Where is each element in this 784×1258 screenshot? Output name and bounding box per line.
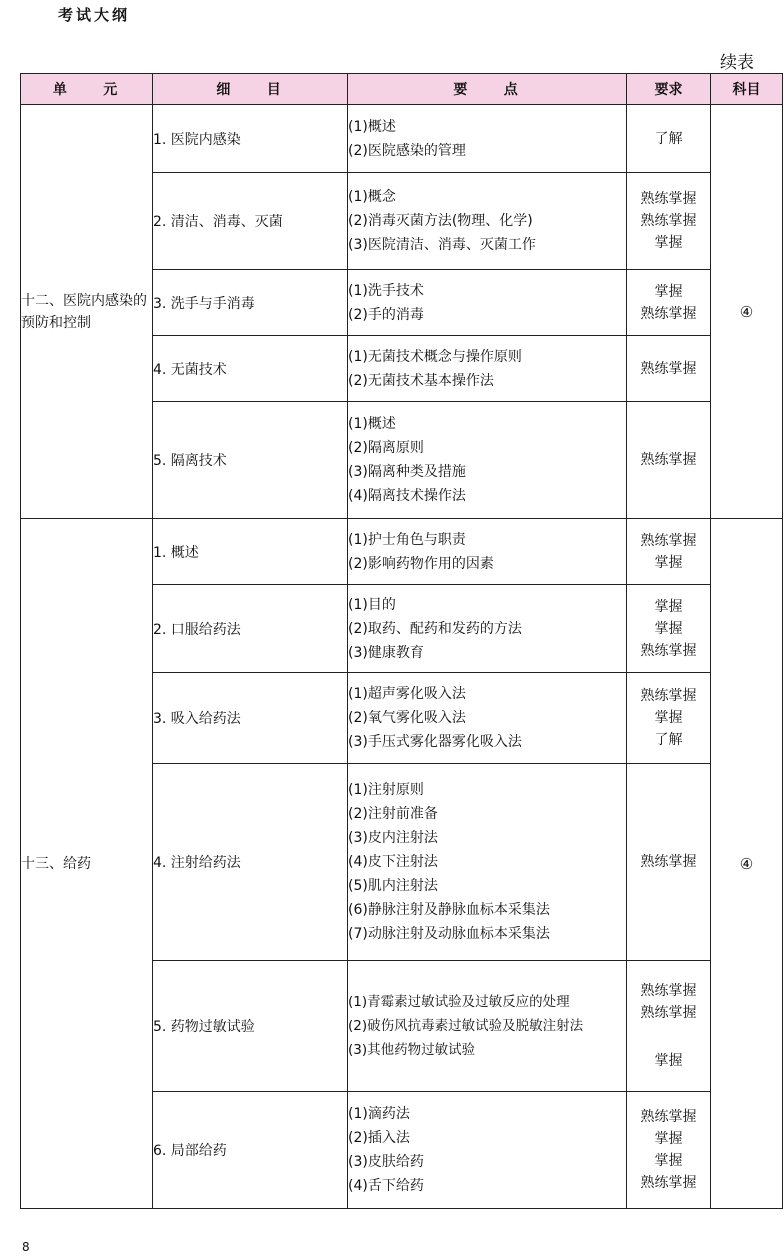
topic-cell: 6. 局部给药 bbox=[153, 1092, 348, 1209]
table-row bbox=[21, 519, 783, 585]
point-item: (2)消毒灭菌方法(物理、化学) bbox=[348, 213, 533, 229]
requirement-item: 熟练掌握 bbox=[640, 360, 697, 377]
point-item: (1)护士角色与职责 bbox=[348, 531, 466, 548]
requirement-cell bbox=[627, 519, 711, 585]
requirement-item: 掌握 bbox=[654, 710, 683, 726]
requirement-item: 掌握 bbox=[654, 554, 683, 571]
points-cell bbox=[348, 585, 627, 673]
topic-cell: 3. 洗手与手消毒 bbox=[153, 270, 348, 336]
column-header-requirement: 要求 bbox=[627, 74, 711, 105]
point-item: (2)破伤风抗毒素过敏试验及脱敏注射法 bbox=[348, 1018, 584, 1034]
point-item: (1)滴药法 bbox=[348, 1106, 410, 1122]
requirement-cell bbox=[627, 585, 711, 673]
point-item: (2)无菌技术基本操作法 bbox=[348, 372, 494, 389]
requirement-cell bbox=[627, 764, 711, 961]
requirement-cell bbox=[627, 105, 711, 173]
point-item: (1)目的 bbox=[348, 596, 396, 613]
requirement-cell bbox=[627, 673, 711, 764]
point-item: (1)超声雾化吸入法 bbox=[348, 686, 466, 702]
topic-cell: 5. 隔离技术 bbox=[153, 402, 348, 519]
point-item: (1)概念 bbox=[348, 189, 396, 205]
requirement-item: 熟练掌握 bbox=[640, 452, 697, 468]
point-item: (1)青霉素过敏试验及过敏反应的处理 bbox=[348, 994, 570, 1010]
points-cell bbox=[348, 961, 627, 1092]
table-row bbox=[21, 105, 783, 173]
point-item: (3)手压式雾化器雾化吸入法 bbox=[348, 734, 522, 750]
requirement-item: 熟练掌握 bbox=[640, 532, 697, 549]
point-item: (2)插入法 bbox=[348, 1130, 410, 1146]
point-item: (2)氧气雾化吸入法 bbox=[348, 710, 466, 726]
topic-cell: 1. 概述 bbox=[153, 519, 348, 585]
points-cell bbox=[348, 173, 627, 270]
requirement-cell bbox=[627, 173, 711, 270]
requirement-item: 掌握 bbox=[654, 235, 683, 251]
syllabus-table bbox=[20, 73, 783, 1209]
point-item: (2)隔离原则 bbox=[348, 440, 424, 456]
points-cell bbox=[348, 1092, 627, 1209]
point-item: (7)动脉注射及动脉血标本采集法 bbox=[348, 926, 550, 942]
table-header-row bbox=[21, 74, 783, 105]
points-cell bbox=[348, 270, 627, 336]
column-header-unit: 单 元 bbox=[21, 74, 153, 105]
point-item: (5)肌内注射法 bbox=[348, 878, 438, 894]
requirement-item: 熟练掌握 bbox=[640, 305, 697, 322]
requirement-item: 掌握 bbox=[654, 1131, 683, 1147]
point-item: (3)医院清洁、消毒、灭菌工作 bbox=[348, 237, 536, 253]
requirement-item: 熟练掌握 bbox=[640, 191, 697, 207]
requirement-item: 熟练掌握 bbox=[640, 213, 697, 229]
point-item: (1)无菌技术概念与操作原则 bbox=[348, 348, 522, 365]
unit-cell: 十二、医院内感染的预防和控制 bbox=[21, 105, 153, 519]
point-item: (4)舌下给药 bbox=[348, 1178, 424, 1194]
points-cell bbox=[348, 673, 627, 764]
point-item: (1)概述 bbox=[348, 118, 396, 135]
topic-cell: 2. 清洁、消毒、灭菌 bbox=[153, 173, 348, 270]
point-item: (1)注射原则 bbox=[348, 782, 424, 798]
requirement-cell bbox=[627, 402, 711, 519]
point-item: (3)皮肤给药 bbox=[348, 1154, 424, 1170]
topic-cell: 5. 药物过敏试验 bbox=[153, 961, 348, 1092]
requirement-item: 熟练掌握 bbox=[640, 1175, 697, 1191]
requirement-cell bbox=[627, 1092, 711, 1209]
column-header-subject: 科目 bbox=[711, 74, 783, 105]
page-header-title: 考试大纲 bbox=[58, 6, 131, 24]
requirement-item: 熟练掌握 bbox=[640, 983, 697, 999]
requirement-item: 掌握 bbox=[654, 283, 683, 300]
point-item: (2)注射前准备 bbox=[348, 806, 438, 822]
points-cell bbox=[348, 519, 627, 585]
requirement-item: 熟练掌握 bbox=[640, 1005, 697, 1021]
page-number: 8 bbox=[22, 1240, 30, 1254]
point-item: (1)洗手技术 bbox=[348, 282, 424, 299]
column-header-points: 要 点 bbox=[348, 74, 627, 105]
point-item: (4)皮下注射法 bbox=[348, 854, 438, 870]
points-cell bbox=[348, 336, 627, 402]
point-item: (4)隔离技术操作法 bbox=[348, 488, 466, 504]
requirement-item: 掌握 bbox=[654, 598, 683, 615]
topic-cell: 2. 口服给药法 bbox=[153, 585, 348, 673]
requirement-item: 熟练掌握 bbox=[640, 688, 697, 704]
point-item: (2)影响药物作用的因素 bbox=[348, 555, 494, 572]
topic-cell: 4. 无菌技术 bbox=[153, 336, 348, 402]
points-cell bbox=[348, 764, 627, 961]
requirement-item: 熟练掌握 bbox=[640, 642, 697, 659]
point-item: (2)医院感染的管理 bbox=[348, 142, 466, 159]
points-cell bbox=[348, 105, 627, 173]
subject-cell: ④ bbox=[711, 105, 783, 519]
unit-cell: 十三、给药 bbox=[21, 519, 153, 1209]
point-item: (1)概述 bbox=[348, 416, 396, 432]
requirement-item: 掌握 bbox=[654, 1153, 683, 1169]
requirement-item: 掌握 bbox=[654, 620, 683, 637]
points-cell bbox=[348, 402, 627, 519]
point-item: (3)健康教育 bbox=[348, 644, 424, 661]
point-item: (2)手的消毒 bbox=[348, 306, 424, 323]
point-item: (3)隔离种类及措施 bbox=[348, 464, 466, 480]
requirement-item: 了解 bbox=[654, 732, 683, 748]
continued-table-label: 续表 bbox=[720, 53, 754, 73]
subject-cell: ④ bbox=[711, 519, 783, 1209]
requirement-item: 掌握 bbox=[654, 1053, 683, 1069]
requirement-cell bbox=[627, 961, 711, 1092]
topic-cell: 1. 医院内感染 bbox=[153, 105, 348, 173]
point-item: (3)皮内注射法 bbox=[348, 830, 438, 846]
requirement-item: 熟练掌握 bbox=[640, 1109, 697, 1125]
point-item: (2)取药、配药和发药的方法 bbox=[348, 620, 522, 637]
requirement-item: 了解 bbox=[654, 130, 683, 147]
requirement-cell bbox=[627, 270, 711, 336]
requirement-item: 熟练掌握 bbox=[640, 854, 697, 870]
requirement-cell bbox=[627, 336, 711, 402]
point-item: (3)其他药物过敏试验 bbox=[348, 1042, 476, 1058]
column-header-topic: 细 目 bbox=[153, 74, 348, 105]
topic-cell: 4. 注射给药法 bbox=[153, 764, 348, 961]
topic-cell: 3. 吸入给药法 bbox=[153, 673, 348, 764]
point-item: (6)静脉注射及静脉血标本采集法 bbox=[348, 902, 550, 918]
